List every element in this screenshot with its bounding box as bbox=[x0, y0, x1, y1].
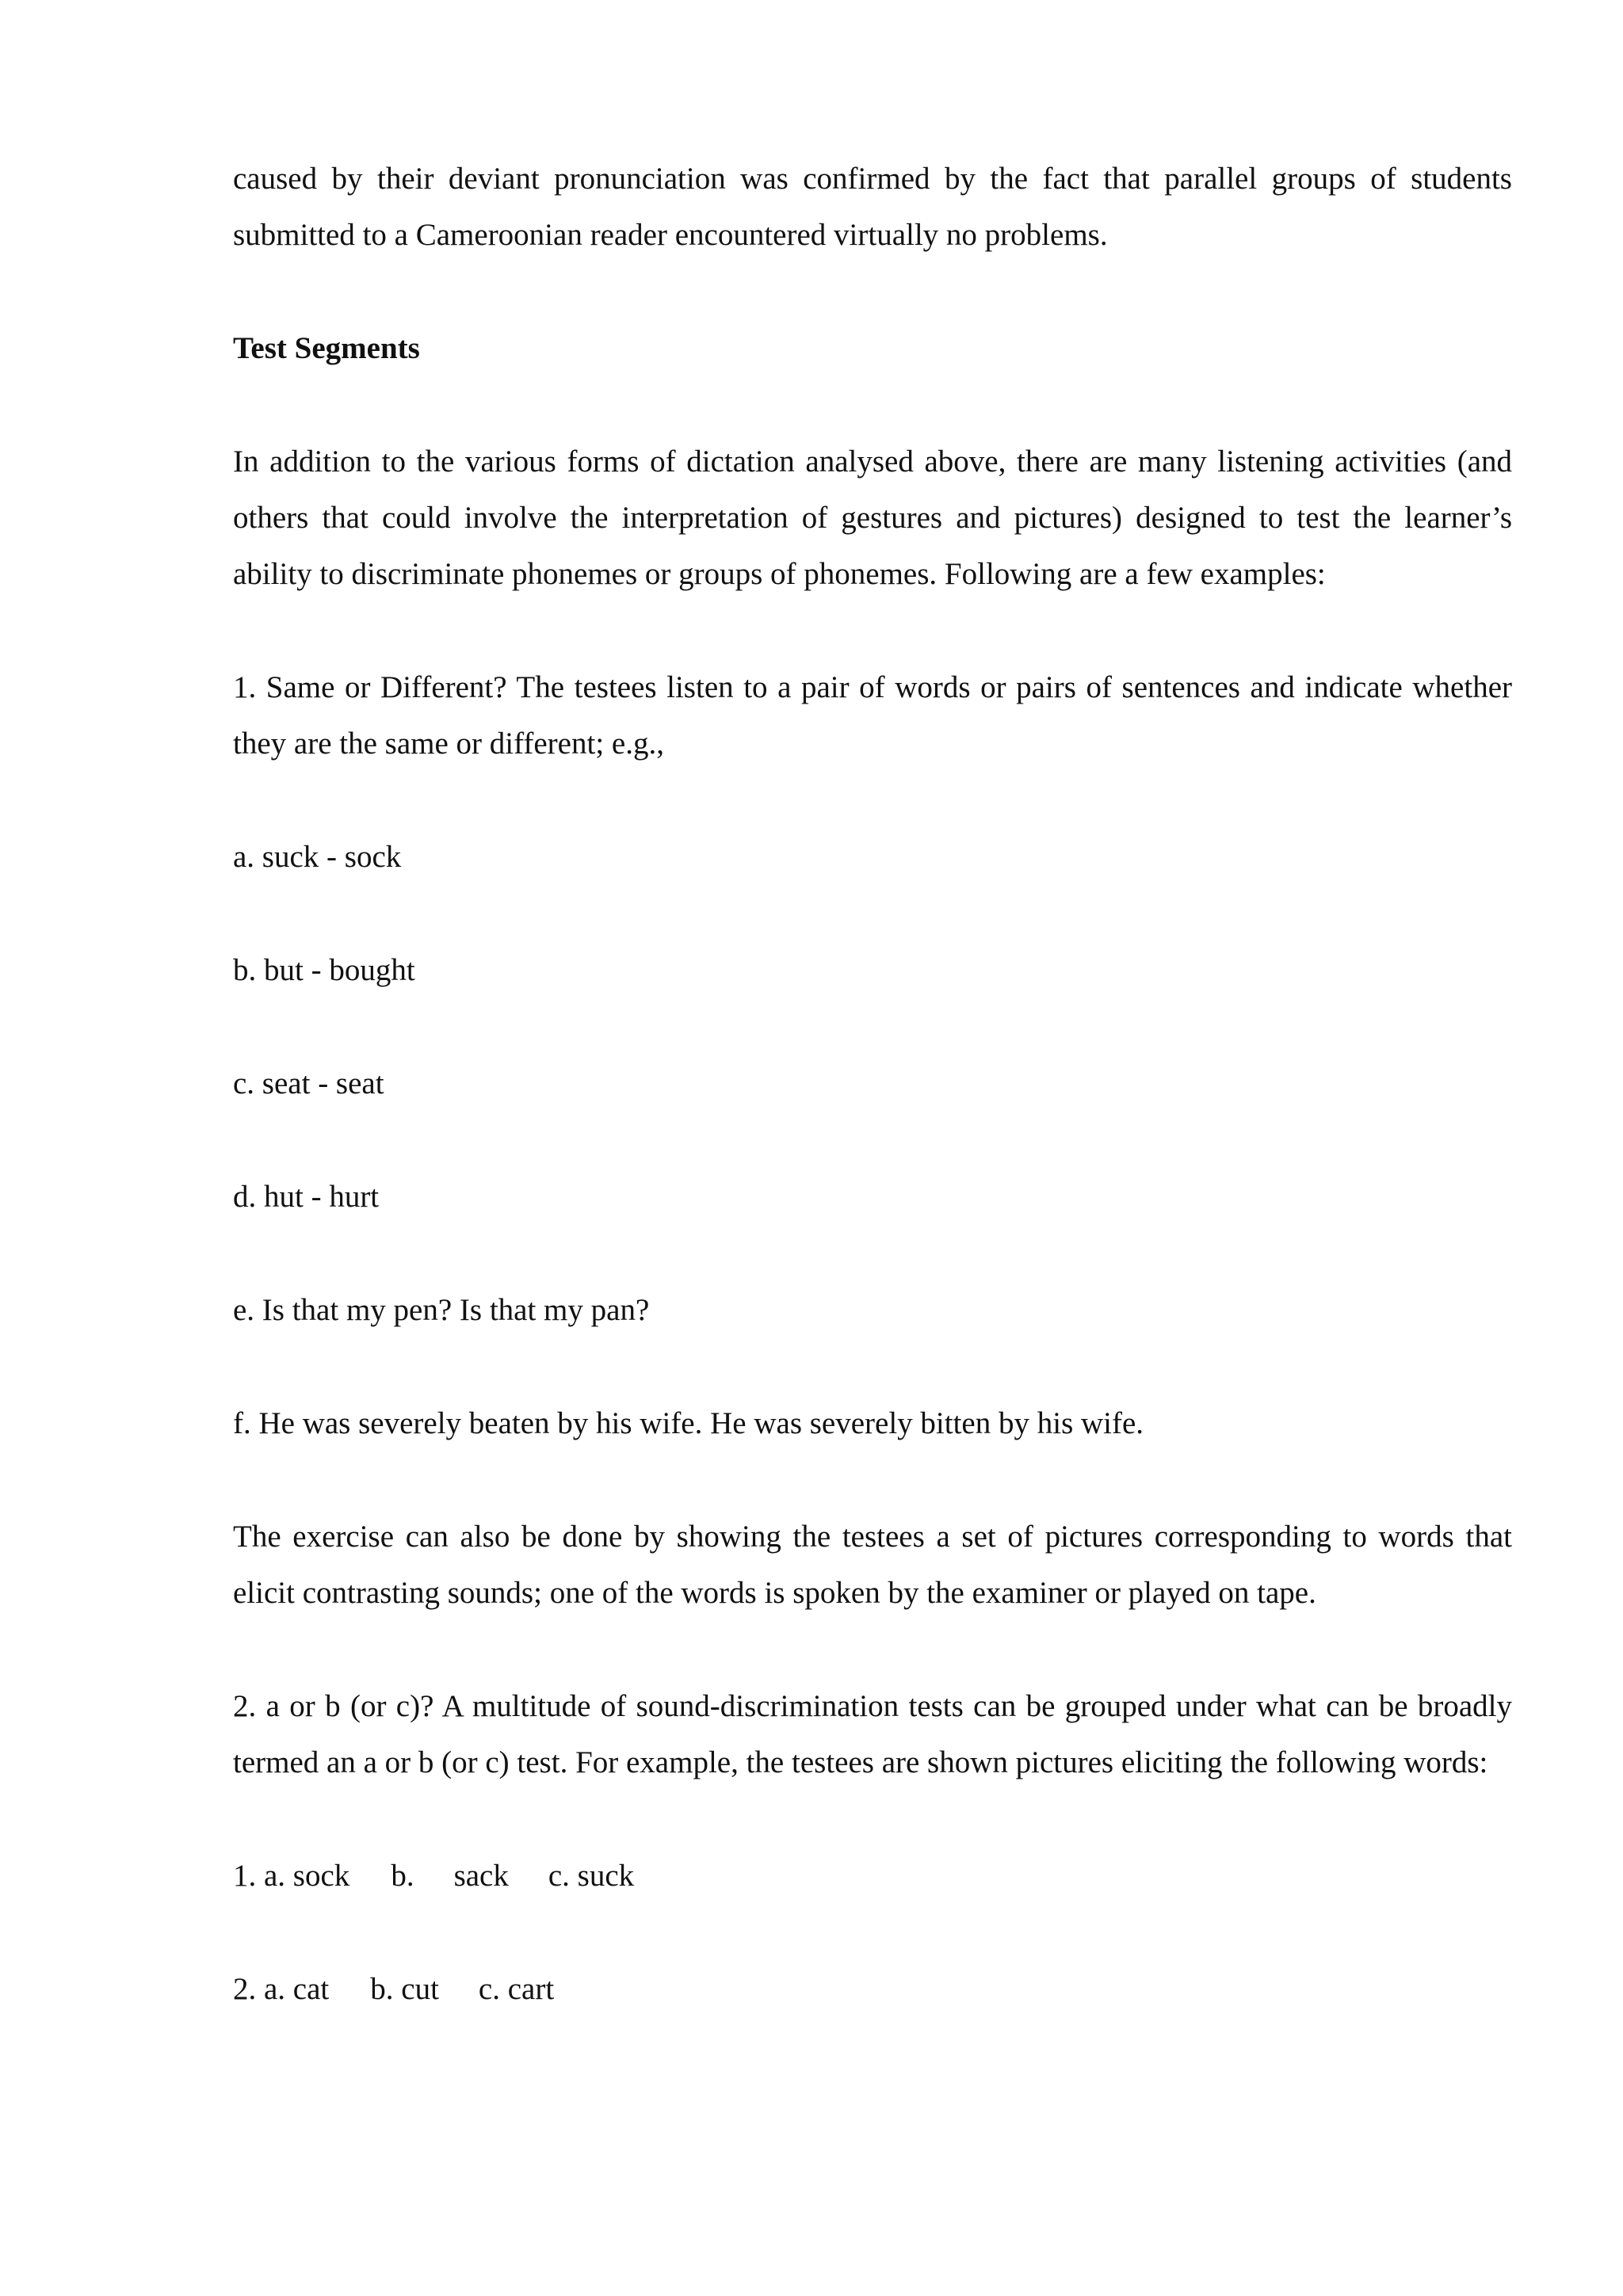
option-row-1 bbox=[233, 1848, 1512, 1904]
option-row-2 bbox=[233, 1961, 1512, 2017]
document-body bbox=[233, 151, 1512, 2017]
intro-paragraph: caused by their deviant pronunciation was confirmed by the fact that parallel groups of students submitted to a Cameroonian reader encountered virtually no problems. bbox=[233, 162, 1512, 252]
list-item: a. suck - sock bbox=[233, 840, 402, 874]
option-a: 2. a. cat bbox=[233, 1972, 330, 2006]
list-item: f. He was severely beaten by his wife. He was severely bitten by his wife. bbox=[233, 1406, 1144, 1440]
option-c: c. suck bbox=[548, 1859, 635, 1893]
list-item: d. hut - hurt bbox=[233, 1180, 380, 1214]
exercise-paragraph: The exercise can also be done by showing the testees a set of pictures corresponding to words that elicit contrasting sounds; one of the words is spoken by the examiner or played on tape. bbox=[233, 1520, 1512, 1610]
option-b-letter: b. bbox=[391, 1859, 414, 1893]
list-item: b. but - bought bbox=[233, 953, 415, 987]
list-item: c. seat - seat bbox=[233, 1066, 384, 1100]
option-b: b. cut bbox=[370, 1972, 439, 2006]
option-a: 1. a. sock bbox=[233, 1859, 350, 1893]
section-paragraph: In addition to the various forms of dictation analysed above, there are many listening activities (and others that could involve the interpretation of gestures and pictures) designed to test the learner’s ability to discriminate phonemes or groups of phonemes. Following are a few examples: bbox=[233, 444, 1512, 591]
option-c: c. cart bbox=[478, 1972, 555, 2006]
example-2-intro: 2. a or b (or c)? A multitude of sound-discrimination tests can be grouped under what can be broadly termed an a or b (or c) test. For example, the testees are shown pictures eliciting the following words: bbox=[233, 1689, 1512, 1779]
example-1-intro: 1. Same or Different? The testees listen to a pair of words or pairs of sentences and indicate whether they are the same or different; e.g., bbox=[233, 670, 1512, 761]
option-b-word: sack bbox=[453, 1859, 509, 1893]
section-heading: Test Segments bbox=[233, 331, 420, 365]
list-item: e. Is that my pen? Is that my pan? bbox=[233, 1293, 650, 1327]
